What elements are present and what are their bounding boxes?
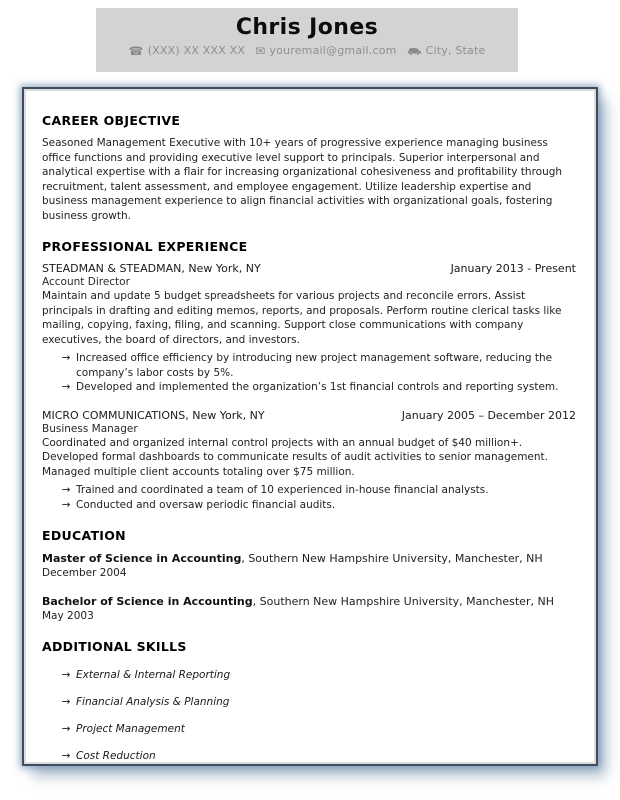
candidate-name: Chris Jones <box>235 15 379 40</box>
phone-number: (XXX) XX XXX XX <box>147 44 246 57</box>
email-address: youremail@gmail.com <box>269 44 397 57</box>
bullet-text: Developed and implemented the organization’s 1st financial controls and reporting system. <box>76 381 559 393</box>
arrow-bullet-icon: → <box>61 723 71 735</box>
skill-text: Cost Reduction <box>76 750 156 762</box>
location-text: City, State <box>425 44 486 57</box>
arrow-bullet-icon: → <box>61 669 71 681</box>
skill-text: Financial Analysis & Planning <box>76 696 230 708</box>
job-entry <box>42 409 576 513</box>
email-icon: ✉ <box>255 43 266 58</box>
degree-line <box>42 594 576 609</box>
section-career-objective <box>42 113 576 223</box>
arrow-bullet-icon: → <box>61 352 71 364</box>
bullet-text: Conducted and oversaw periodic financial audits. <box>76 498 336 511</box>
arrow-bullet-icon: → <box>61 381 71 393</box>
skill-text: Project Management <box>76 723 185 735</box>
header-banner <box>96 8 518 72</box>
skills-heading: ADDITIONAL SKILLS <box>42 639 187 654</box>
arrow-bullet-icon: → <box>61 696 71 708</box>
career-objective-heading: CAREER OBJECTIVE <box>42 113 181 128</box>
education-heading: EDUCATION <box>42 528 126 543</box>
bullet-item <box>42 351 576 380</box>
skill-item <box>42 722 576 736</box>
degree-line <box>42 551 576 566</box>
section-education <box>42 528 576 623</box>
company-name: MICRO COMMUNICATIONS, New York, NY <box>42 408 265 422</box>
degree-entry <box>42 594 576 624</box>
skill-item <box>42 749 576 763</box>
arrow-bullet-icon: → <box>61 484 71 496</box>
degree-name: Bachelor of Science in Accounting <box>42 594 253 608</box>
arrow-bullet-icon: → <box>61 498 71 511</box>
degree-entry <box>42 551 576 581</box>
bullet-item <box>42 498 576 513</box>
contact-line <box>96 44 518 57</box>
degree-institution: , Southern New Hampshire University, Manchester, NH <box>241 552 543 565</box>
company-name: STEADMAN & STEADMAN, New York, NY <box>42 262 261 275</box>
skill-item <box>42 668 576 682</box>
section-professional-experience <box>42 239 576 512</box>
bullet-item <box>42 483 576 498</box>
job-summary: Coordinated and organized internal control projects with an annual budget of $40 million+. Developed formal dashboards to communicate results of audit activities to senior management. Managed multiple client accounts totaling over $75 million. <box>42 436 548 478</box>
job-bullets <box>42 483 576 512</box>
skill-item <box>42 695 576 709</box>
phone-icon: ☎ <box>128 43 144 58</box>
section-additional-skills <box>42 639 576 763</box>
resume-body-frame <box>22 87 598 766</box>
experience-heading: PROFESSIONAL EXPERIENCE <box>42 239 248 254</box>
degree-date: May 2003 <box>42 609 94 622</box>
degree-date: December 2004 <box>42 567 127 579</box>
degree-institution: , Southern New Hampshire University, Manchester, NH <box>252 594 554 608</box>
job-dates: January 2013 - Present <box>450 262 576 275</box>
job-summary: Maintain and update 5 budget spreadsheets for various projects and reconcile errors. Assist principals in drafting and editing memos, reports, and proposals. Perform routine clerical tasks like mailing, copying, faxing, filing, and scanning. Support close communications with company executives, the board of directors, and investors. <box>42 290 562 346</box>
bullet-text: Trained and coordinated a team of 10 experienced in-house financial analysts. <box>76 484 489 496</box>
bullet-text: Increased office efficiency by introducing new project management software, reducing the company’s labor costs by 5%. <box>76 352 553 379</box>
career-objective-text: Seasoned Management Executive with 10+ years of progressive experience managing business office functions and providing executive level support to principals. Superior interpersonal and analytical expertise with a flair for increasing organizational cohesiveness and profitability through recruitment, talent assessment, and employee engagement. Utilize leadership expertise and business management experience to align financial activities with organizational goals, fostering business growth. <box>42 137 563 222</box>
job-header <box>42 409 576 422</box>
arrow-bullet-icon: → <box>61 750 71 762</box>
job-title: Account Director <box>42 276 130 288</box>
job-entry <box>42 262 576 395</box>
job-bullets <box>42 351 576 395</box>
bullet-item <box>42 380 576 395</box>
degree-name: Master of Science in Accounting <box>42 552 242 565</box>
skill-text: External & Internal Reporting <box>76 669 231 681</box>
job-title: Business Manager <box>42 422 138 435</box>
job-header <box>42 262 576 275</box>
job-dates: January 2005 – December 2012 <box>401 408 576 422</box>
car-icon <box>407 45 422 57</box>
